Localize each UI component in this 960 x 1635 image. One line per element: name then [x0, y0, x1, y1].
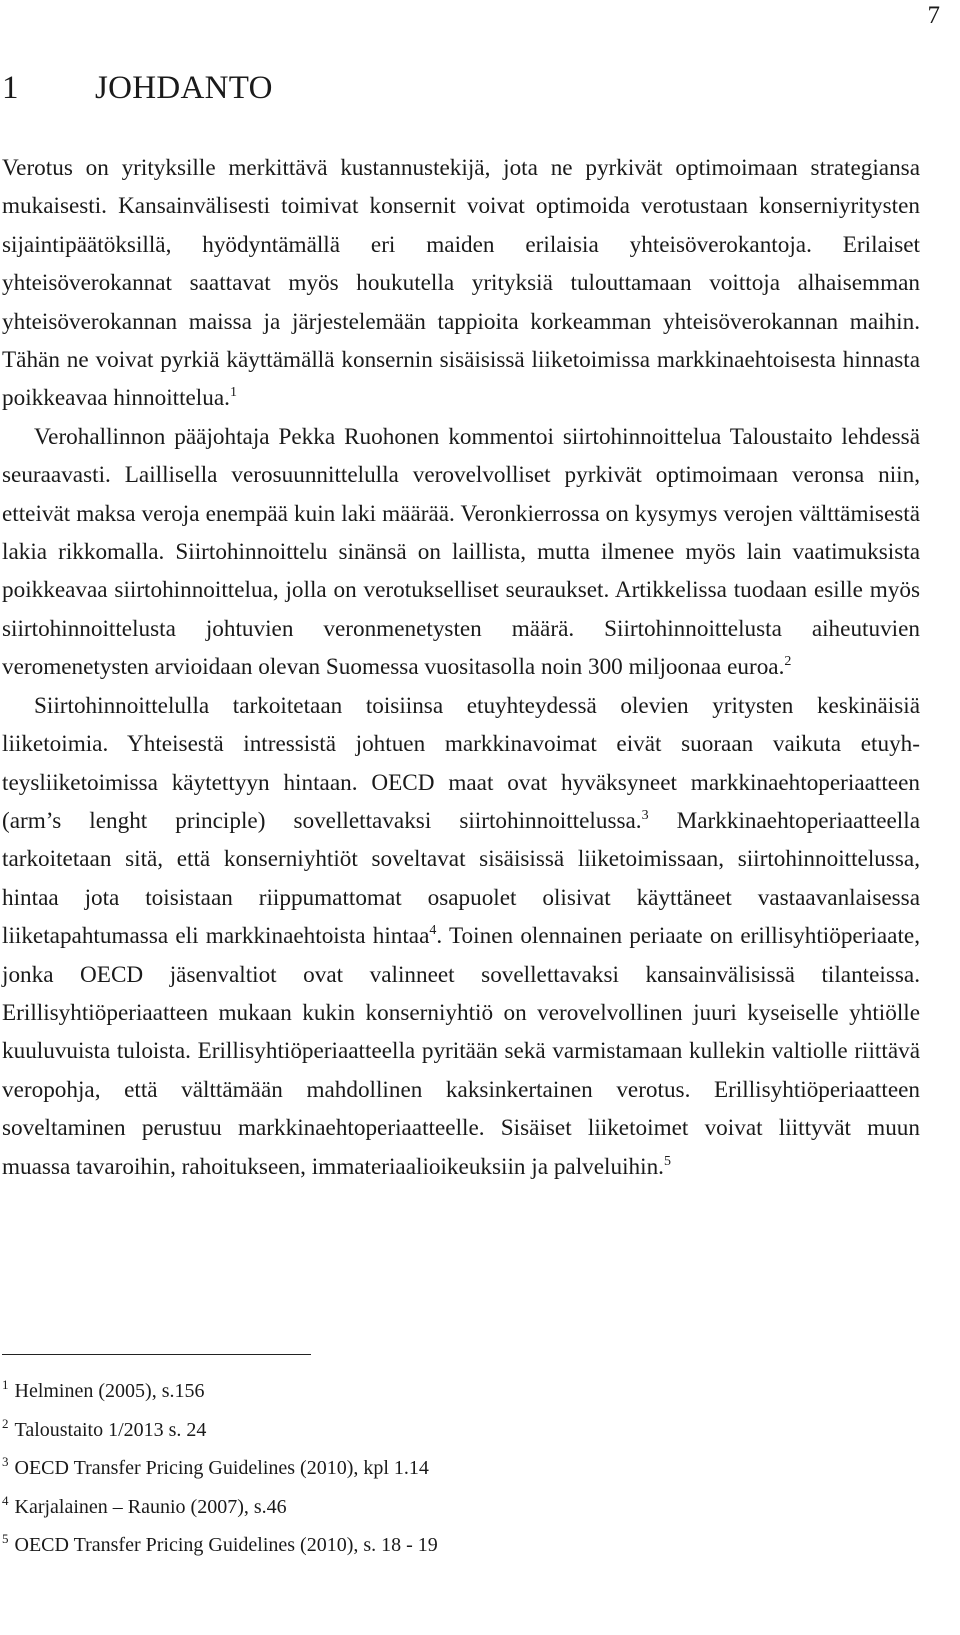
- paragraph-text: Verotus on yrityksille merkittävä kustannustekijä, jota ne pyrkivät optimoimaan strategiansa mukaisesti. Kansainvälisesti toimivat konsernit voivat optimoida verotustaan konserniyritysten sijaintipäätöksillä, hyödyntämällä eri maiden erilaisia yhteisöverokantoja. Erilaiset yhteisöverokannat saattavat myös houkutella yrityksiä tulouttamaan voittoja alhaisemman yhteisöverokannan maissa ja järjestelemään tappioita korkeamman yhteisöverokannan maihin. Tähän ne voivat pyrkiä käyttämällä konsernin sisäisissä liiketoimissa markkinaehtoisesta hinnasta poikkeavaa hinnoittelua.: [2, 155, 920, 412]
- footnote-ref: 4: [429, 923, 437, 939]
- footnote-ref: 2: [784, 654, 792, 670]
- footnote-text: Taloustaito 1/2013 s. 24: [14, 1418, 207, 1441]
- paragraph: [2, 149, 920, 418]
- footnote-number: 3: [2, 1454, 9, 1469]
- paragraph-text: . Toinen olennainen periaate on erillisyhtiöperiaate, jonka OECD jäsenvaltiot ovat valinneet sovellettavaksi kansainvälisissä tilanteissa. Erillisyhtiöperiaatteen mukaan kukin konserniyhtiö on verovelvollinen juuri kyseiselle yhtiölle kuuluvuista tuloista. Erillisyhtiöperiaatteella pyritään sekä varmistamaan kullekin valtiolle riittävä veropohja, että välttämään mahdollinen kaksinkertainen verotus. Erillisyhtiöperiaatteen soveltaminen perustuu markkinaehtoperiaatteelle. Sisäiset liiketoimet voivat liittyvät muun muassa tavaroihin, rahoitukseen, immateriaalioikeuksiin ja palveluihin.: [2, 923, 920, 1180]
- footnote-ref: 5: [663, 1153, 671, 1169]
- footnote: [2, 1455, 438, 1494]
- footnote-separator: [2, 1354, 311, 1355]
- footnote-ref: 3: [641, 807, 649, 823]
- footnote-ref: 1: [229, 385, 237, 401]
- footnote-number: 2: [2, 1415, 9, 1431]
- footnote-text: OECD Transfer Pricing Guidelines (2010), s. 18 - 19: [14, 1534, 438, 1556]
- footnote-text: Karjalainen – Raunio (2007), s.46: [14, 1495, 287, 1518]
- paragraph-text: Verohallinnon pääjohtaja Pekka Ruohonen kommentoi siirtohinnoittelua Taloustaito lehdessä seuraavasti. Laillisella verosuunnittelulla verovelvolliset pyrkivät optimoimaan veronsa niin, etteivät maksa veroja enempää kuin laki määrää. Veronkierrossa on kysymys verojen välttämisestä lakia rikkomalla. Siirtohinnoittelu sinänsä on laillista, mutta ilmenee myös lain vaatimuksista poikkeavaa siirtohinnoittelua, jolla on verotukselliset seuraukset. Artikkelissa tuodaan esille myös siirtohinnoittelusta johtuvien veronmenetysten määrä. Siirtohinnoittelusta aiheutuvien veromenetysten arvioidaan olevan Suomessa vuositasolla noin 300 miljoonaa euroa.: [2, 423, 920, 681]
- footnote: [2, 1417, 438, 1456]
- page-number: 7: [927, 2, 940, 29]
- paragraph-text: Markkinaehtoperiaatteella tarkoitetaan sitä, että konserniyhtiöt soveltavat sisäisissä liiketoimissaan, siirtohinnoittelussa, hintaa jota toisistaan riippumattomat osapuolet olisivat käyttäneet vastaavanlaisessa liiketapahtumassa eli markkinaehtoista hintaa: [2, 807, 920, 950]
- paragraph: [2, 687, 920, 1186]
- footnote: [2, 1494, 438, 1533]
- footnote-number: 1: [2, 1377, 9, 1392]
- footnote-text: OECD Transfer Pricing Guidelines (2010), kpl 1.14: [14, 1457, 429, 1479]
- footnote-text: Helminen (2005), s.156: [14, 1380, 205, 1402]
- footnote: [2, 1378, 438, 1417]
- chapter-number: 1: [2, 70, 19, 106]
- chapter-title: JOHDANTO: [95, 70, 273, 106]
- body-text: [2, 149, 920, 1186]
- paragraph: [2, 418, 920, 687]
- chapter-heading: [2, 68, 273, 108]
- footnotes-list: [2, 1378, 438, 1571]
- paragraph-text: Siirtohinnoittelulla tarkoitetaan toisiinsa etuyhteydessä olevien yritysten keskinäisiä liiketoimia. Yhteisestä intressistä johtuen markkinavoimat eivät suoraan vaikuta etuyhteysliiketoimissa käytettyyn hintaan. OECD maat ovat hyväksyneet markkinaehtoperiaatteen (arm’s lenght principle) sovellettavaksi siirtohinnoittelussa.: [2, 692, 920, 834]
- footnote: [2, 1532, 438, 1571]
- footnote-number: 4: [2, 1492, 9, 1508]
- footnote-number: 5: [2, 1531, 9, 1546]
